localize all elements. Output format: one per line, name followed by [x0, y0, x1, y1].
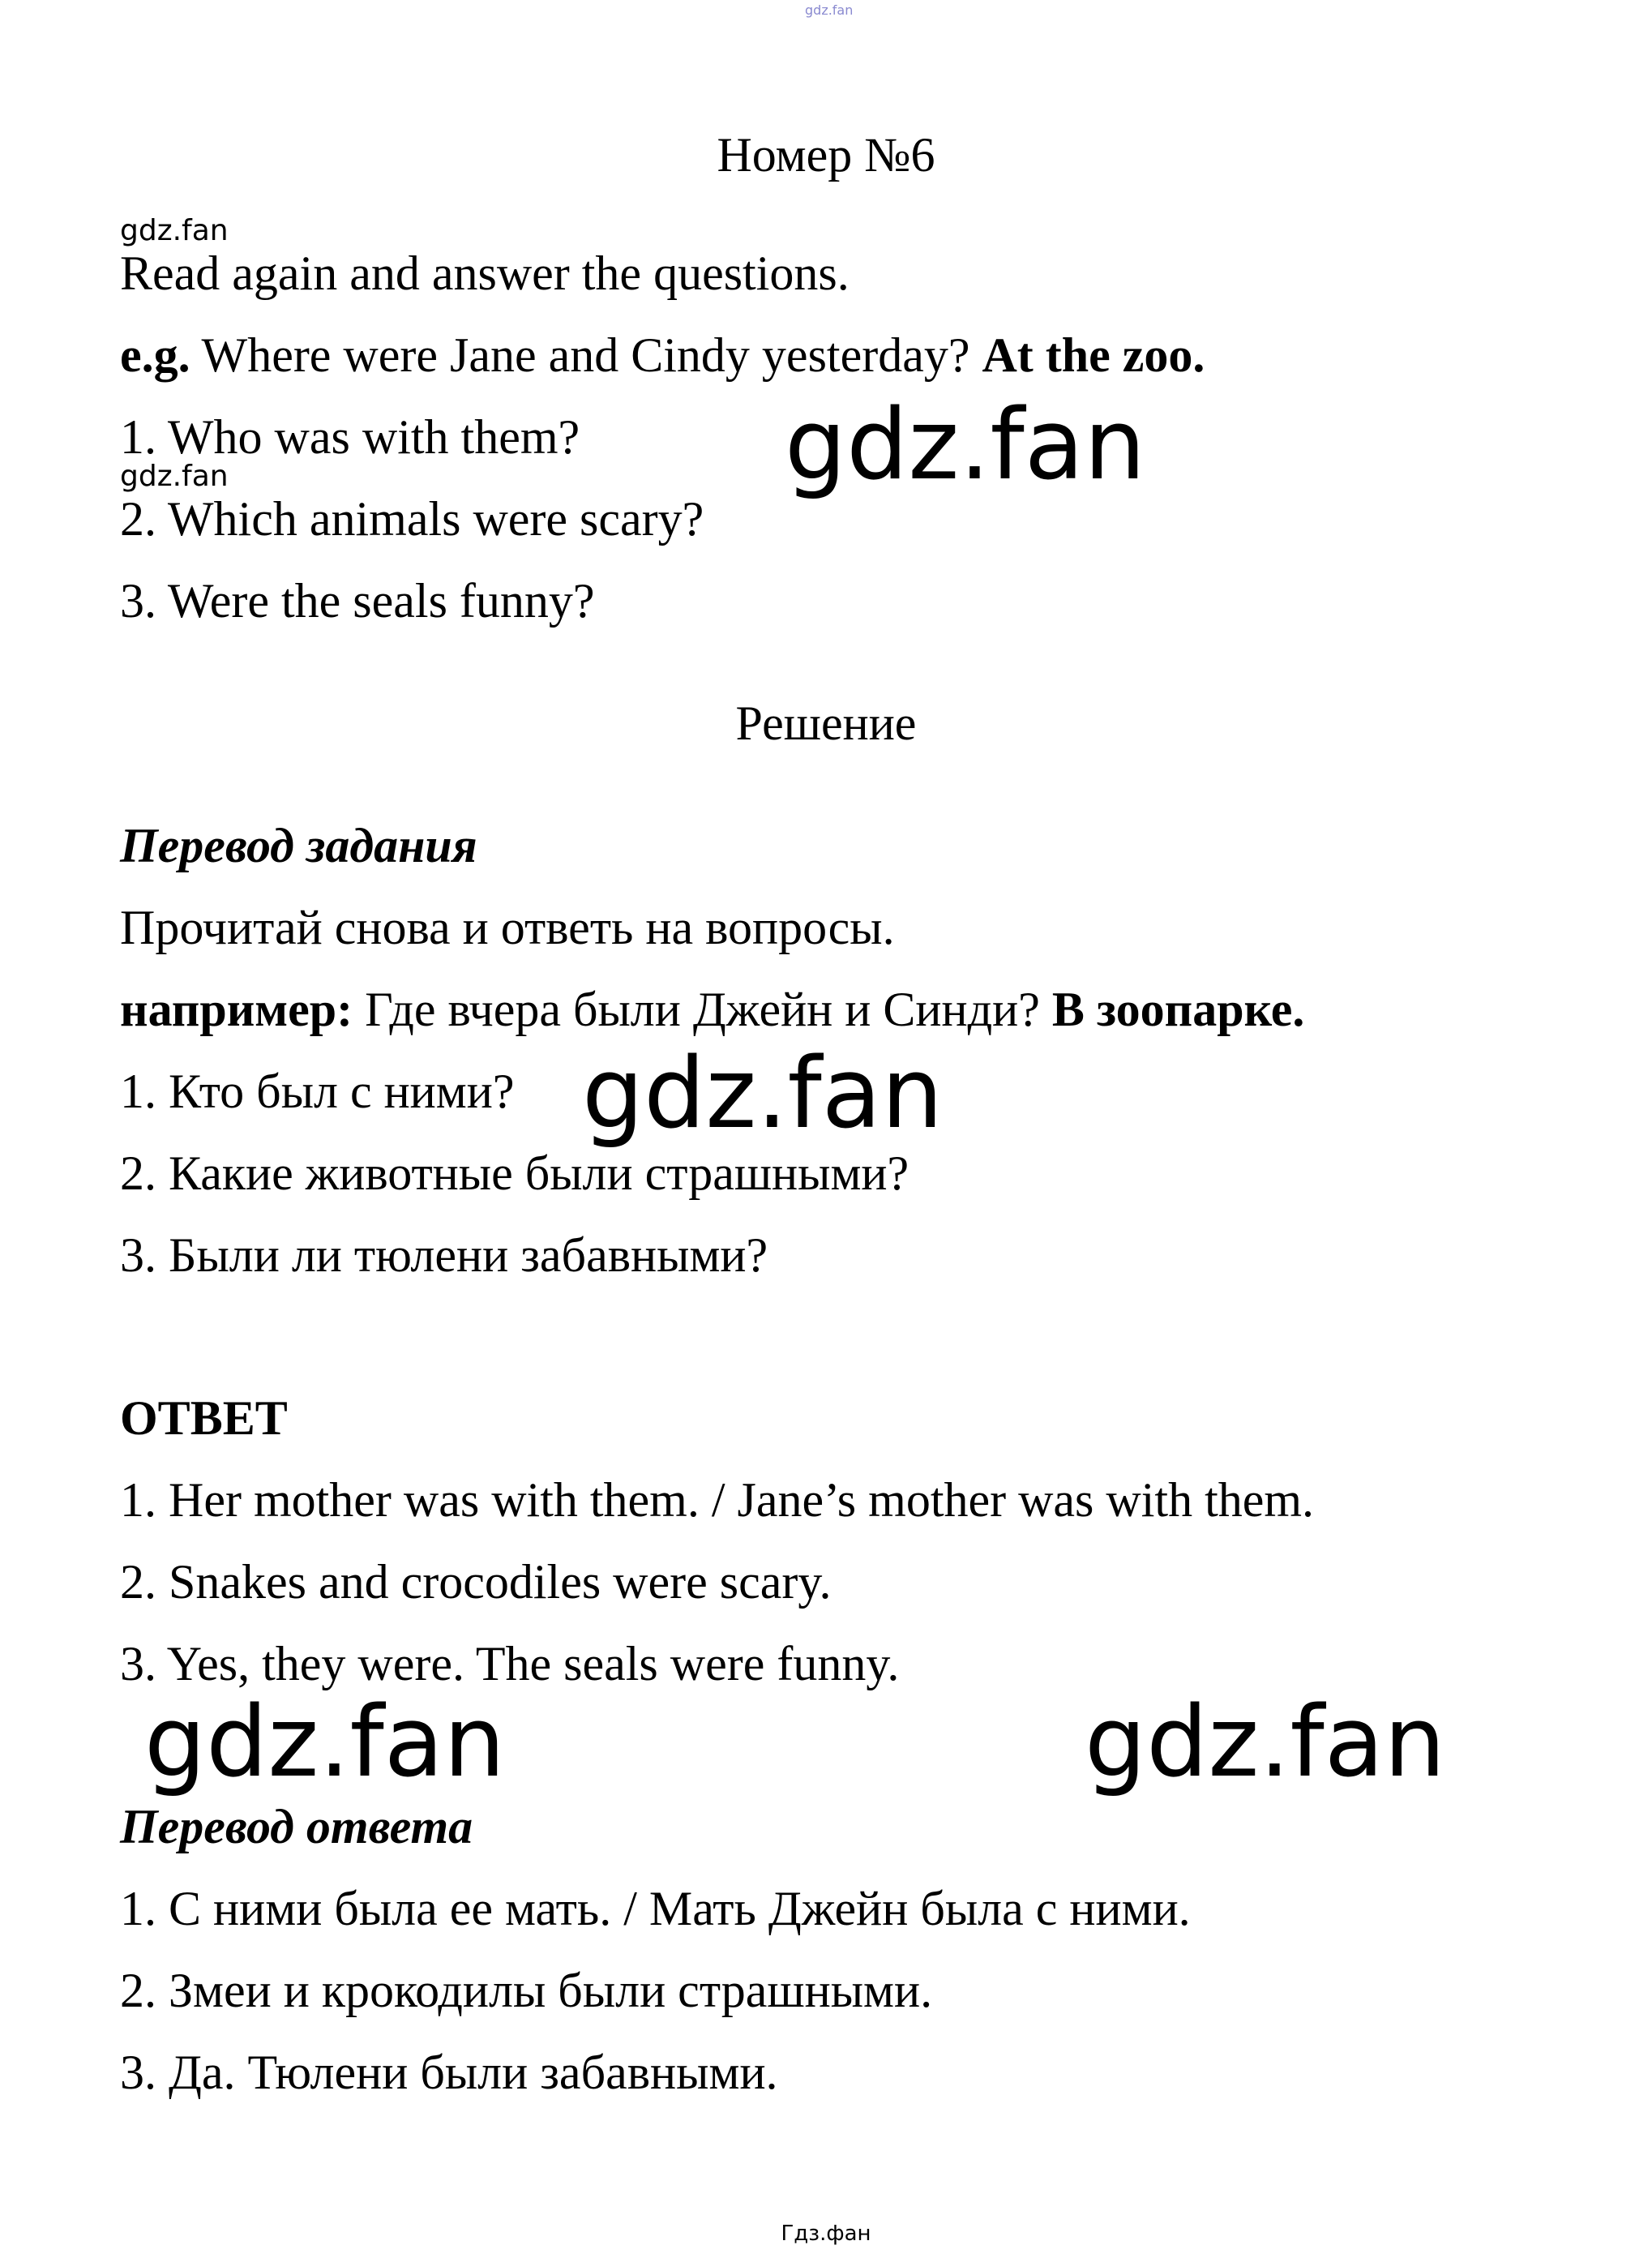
answer-heading: ОТВЕТ	[120, 1391, 288, 1445]
answer-translation-line-2: 2. Змеи и крокодилы были страшными.	[120, 1964, 933, 2017]
translation-instruction: Прочитай снова и ответь на вопросы.	[120, 901, 895, 954]
watermark-small-1: gdz.fan	[120, 214, 229, 247]
watermark-big-2: gdz.fan	[582, 1038, 944, 1150]
task-example-question: Where were Jane and Cindy yesterday?	[190, 328, 982, 382]
task-example	[120, 326, 1205, 384]
solution-title: Решение	[735, 696, 917, 750]
answer-translation-line-1: 1. С ними была ее мать. / Мать Джейн была с ними.	[120, 1882, 1191, 1935]
answer-translation-heading: Перевод ответа	[120, 1800, 473, 1853]
task-instruction: Read again and answer the questions.	[120, 246, 850, 300]
answer-line-2: 2. Snakes and crocodiles were scary.	[120, 1555, 832, 1609]
task-example-label: e.g.	[120, 328, 190, 382]
translation-heading: Перевод задания	[120, 819, 477, 872]
task-question-2: 2. Which animals were scary?	[120, 492, 704, 546]
watermark-small-2: gdz.fan	[120, 460, 229, 493]
watermark-big-4: gdz.fan	[1085, 1686, 1446, 1799]
translation-question-2: 2. Какие животные были страшными?	[120, 1146, 909, 1200]
translation-example-label: например:	[120, 983, 353, 1036]
translation-example-answer: В зоопарке.	[1051, 983, 1305, 1036]
answer-translation-line-3: 3. Да. Тюлени были забавными.	[120, 2046, 778, 2099]
task-question-3: 3. Were the seals funny?	[120, 574, 595, 628]
translation-question-1: 1. Кто был с ними?	[120, 1065, 515, 1118]
answer-line-1: 1. Her mother was with them. / Jane’s mother was with them.	[120, 1473, 1315, 1527]
watermark-big-1: gdz.fan	[785, 389, 1146, 502]
watermark-big-3: gdz.fan	[144, 1686, 506, 1799]
task-example-answer: At the zoo.	[982, 328, 1205, 382]
task-question-1: 1. Who was with them?	[120, 410, 580, 464]
footer-watermark: Гдз.фан	[781, 2222, 871, 2246]
page-title: Номер №6	[717, 128, 935, 182]
translation-example-question: Где вчера были Джейн и Синди?	[353, 983, 1052, 1036]
translation-example	[120, 980, 1304, 1039]
top-watermark: gdz.fan	[805, 2, 854, 18]
translation-question-3: 3. Были ли тюлени забавными?	[120, 1228, 768, 1282]
answer-line-3: 3. Yes, they were. The seals were funny.	[120, 1637, 900, 1690]
